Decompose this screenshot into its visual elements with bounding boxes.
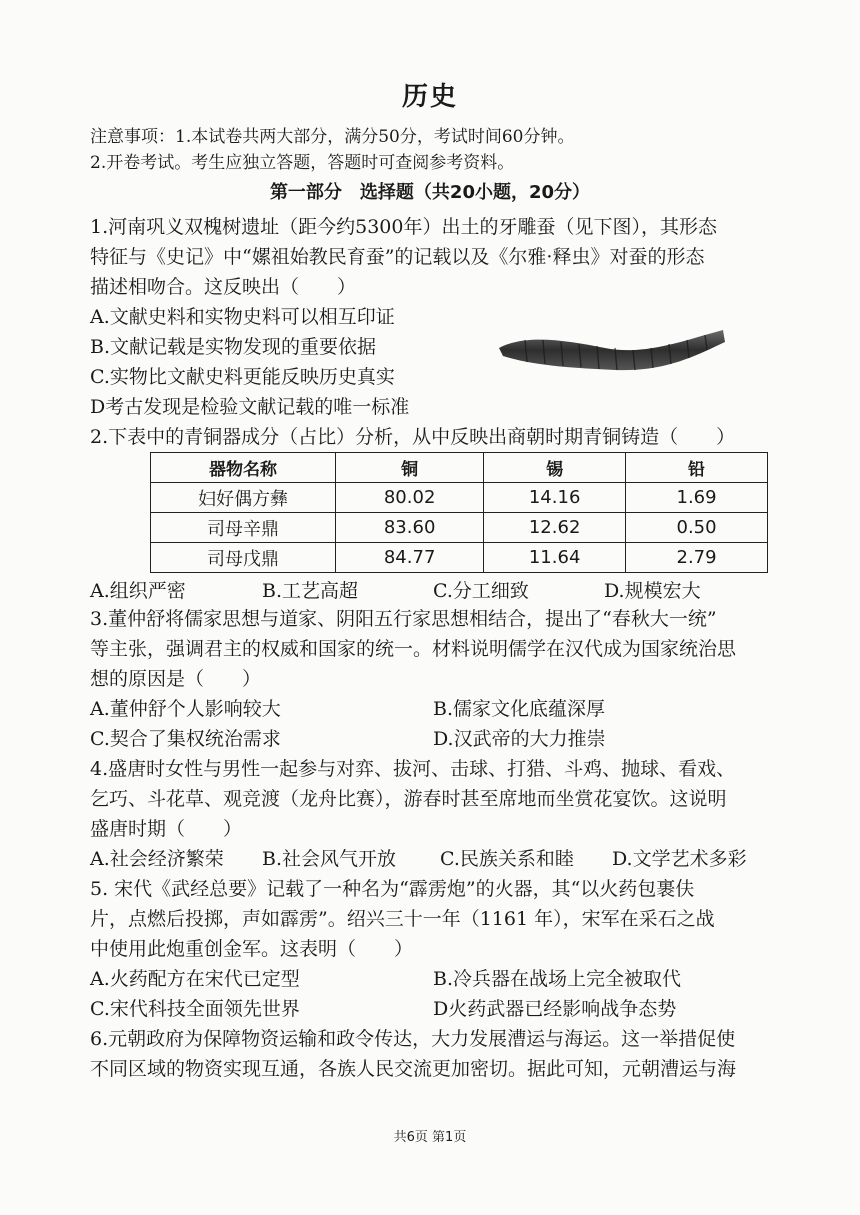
ivory-silkworm-image xyxy=(495,326,727,376)
q1-option-b: B.文献记载是实物发现的重要依据 xyxy=(90,336,377,358)
q5-stem-line-2: 片，点燃后投掷，声如霹雳”。绍兴三十一年（1161 年），宋军在采石之战 xyxy=(90,908,715,930)
q2-option-a: A.组织严密 xyxy=(90,580,186,602)
table-row xyxy=(151,483,768,513)
q1-stem-line-2: 特征与《史记》中“嫘祖始教民育蚕”的记载以及《尔雅·释虫》对蚕的形态 xyxy=(90,246,705,268)
q3-option-c: C.契合了集权统治需求 xyxy=(90,728,281,750)
table-header: 铅 xyxy=(626,453,768,483)
q6-stem-line-1: 6.元朝政府为保障物资运输和政令传达，大力发展漕运与海运。这一举措促使 xyxy=(90,1028,736,1050)
table-cell: 84.77 xyxy=(336,543,484,573)
page-title: 历史 xyxy=(401,82,458,112)
notice-line-1: 注意事项：1.本试卷共两大部分，满分50分，考试时间60分钟。 xyxy=(90,127,575,147)
q4-option-b: B.社会风气开放 xyxy=(262,848,397,870)
q2-option-c: C.分工细致 xyxy=(433,580,529,602)
q5-option-b: B.冷兵器在战场上完全被取代 xyxy=(433,968,682,990)
q2-stem: 2.下表中的青铜器成分（占比）分析，从中反映出商朝时期青铜铸造（ ） xyxy=(90,426,736,448)
table-cell: 司母辛鼎 xyxy=(151,513,336,543)
table-header: 锡 xyxy=(484,453,626,483)
table-cell: 11.64 xyxy=(484,543,626,573)
q5-option-d: D火药武器已经影响战争态势 xyxy=(433,998,677,1020)
q1-option-d: D考古发现是检验文献记载的唯一标准 xyxy=(90,396,410,418)
q5-option-a: A.火药配方在宋代已定型 xyxy=(90,968,300,990)
q5-stem-line-1: 5. 宋代《武经总要》记载了一种名为“霹雳炮”的火器，其“以火药包裹伕 xyxy=(90,878,695,900)
q4-option-c: C.民族关系和睦 xyxy=(440,848,574,870)
section-heading: 第一部分 选择题（共20小题，20分） xyxy=(269,182,591,203)
table-cell: 12.62 xyxy=(484,513,626,543)
q1-stem-line-1: 1.河南巩义双槐树遗址（距今约5300年）出土的牙雕蚕（见下图），其形态 xyxy=(90,216,717,238)
q2-option-b: B.工艺高超 xyxy=(262,580,359,602)
q4-stem-line-2: 乞巧、斗花草、观竞渡（龙舟比赛），游春时甚至席地而坐赏花宴饮。这说明 xyxy=(90,788,727,810)
q1-option-c: C.实物比文献史料更能反映历史真实 xyxy=(90,366,395,388)
table-header-row xyxy=(151,453,768,483)
q3-stem-line-1: 3.董仲舒将儒家思想与道家、阴阳五行家思想相结合，提出了“春秋大一统” xyxy=(90,608,717,630)
q3-stem-line-2: 等主张，强调君主的权威和国家的统一。材料说明儒学在汉代成为国家统治思 xyxy=(90,638,737,660)
q6-stem-line-2: 不同区域的物资实现互通，各族人民交流更加密切。据此可知，元朝漕运与海 xyxy=(90,1058,737,1080)
q4-option-d: D.文学艺术多彩 xyxy=(612,848,747,870)
table-cell: 0.50 xyxy=(626,513,768,543)
table-cell: 2.79 xyxy=(626,543,768,573)
q5-stem-line-3: 中使用此炮重创金军。这表明（ ） xyxy=(90,938,414,960)
table-cell: 83.60 xyxy=(336,513,484,543)
q3-option-b: B.儒家文化底蕴深厚 xyxy=(433,698,606,720)
bronze-composition-table xyxy=(150,452,768,573)
q4-stem-line-1: 4.盛唐时女性与男性一起参与对弈、拔河、击球、打猎、斗鸡、抛球、看戏、 xyxy=(90,758,736,780)
q5-option-c: C.宋代科技全面领先世界 xyxy=(90,998,300,1020)
q1-option-a: A.文献史料和实物史料可以相互印证 xyxy=(90,306,395,328)
q2-option-d: D.规模宏大 xyxy=(604,580,701,602)
table-cell: 司母戊鼎 xyxy=(151,543,336,573)
q4-stem-line-3: 盛唐时期（ ） xyxy=(90,818,243,840)
table-cell: 80.02 xyxy=(336,483,484,513)
table-header: 铜 xyxy=(336,453,484,483)
q3-stem-line-3: 想的原因是（ ） xyxy=(90,668,262,690)
table-row xyxy=(151,513,768,543)
table-header: 器物名称 xyxy=(151,453,336,483)
page-footer: 共6页 第1页 xyxy=(393,1130,467,1145)
q4-option-a: A.社会经济繁荣 xyxy=(90,848,224,870)
table-cell: 14.16 xyxy=(484,483,626,513)
table-cell: 1.69 xyxy=(626,483,768,513)
table-cell: 妇好偶方彝 xyxy=(151,483,336,513)
q1-stem-line-3: 描述相吻合。这反映出（ ） xyxy=(90,276,357,298)
table-row xyxy=(151,543,768,573)
q3-option-d: D.汉武帝的大力推崇 xyxy=(433,728,606,750)
notice-line-2: 2.开卷考试。考生应独立答题，答题时可查阅参考资料。 xyxy=(90,153,515,173)
q3-option-a: A.董仲舒个人影响较大 xyxy=(90,698,281,720)
